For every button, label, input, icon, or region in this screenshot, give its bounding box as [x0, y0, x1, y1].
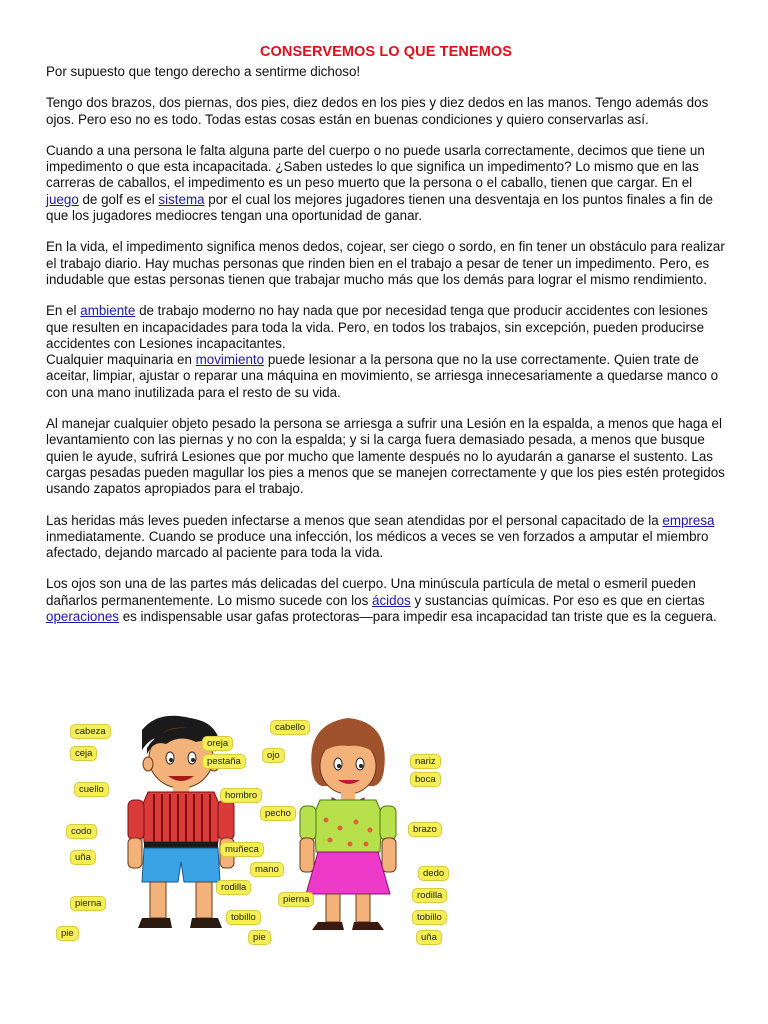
label-una-right: uña — [416, 930, 442, 945]
label-cuello: cuello — [74, 782, 109, 797]
label-pie-left: pie — [56, 926, 79, 941]
paragraph-4: En la vida, el impedimento significa menos dedos, cojear, ser ciego o sordo, en fin tener un obstáculo para realizar el trabajo diario. Hay muchas personas que rinden bien en el trabajo a pesar de tener un impedimento. Pero, es indudable que estas personas tienen que trabajar mucho más que los demás para lograr el mismo rendimiento. — [46, 239, 725, 287]
label-tobillo-left: tobillo — [226, 910, 261, 925]
label-mano: mano — [250, 862, 284, 877]
label-oreja: oreja — [202, 736, 233, 751]
paragraph-5: En el ambiente de trabajo moderno no hay nada que por necesidad tenga que producir accidentes con lesiones que resulten en incapacidades para toda la vida. Pero, en todos los trabajos, sin excepción, pueden producirse accidentes con Lesiones incapacitantes. — [46, 303, 708, 351]
label-pestana: pestaña — [202, 754, 246, 769]
link-acidos[interactable]: ácidos — [372, 592, 411, 608]
label-cabeza: cabeza — [70, 724, 111, 739]
link-juego[interactable]: juego — [46, 191, 79, 207]
link-operaciones[interactable]: operaciones — [46, 609, 119, 625]
paragraph-3: Cuando a una persona le falta alguna parte del cuerpo o no puede usarla correctamente, decimos que tiene un impedimento o que esta incapacitada. ¿Saben ustedes lo que significa un impedimento? Lo mismo que en las carreras de caballos, el impedimento es un peso muerto que la persona o el caballo, tienen que cargar. En el juego de golf es el sistema por el cual los mejores jugadores tienen una desventaja en los puntos finales a fin de que los jugadores mediocres tengan una oportunidad de ganar. — [46, 142, 713, 224]
paragraph-1: Por supuesto que tengo derecho a sentirme dichoso! — [46, 64, 361, 79]
link-empresa[interactable]: empresa — [662, 512, 715, 528]
paragraph-9: Los ojos son una de las partes más delicadas del cuerpo. Una minúscula partícula de metal o esmeril pueden dañarlos permanentemente. Lo mismo sucede con los ácidos y sustancias químicas. Por eso es que en ciertas operaciones es indispensable usar gafas protectoras—para impedir esa incapacidad tan triste que es la ceguera. — [46, 576, 717, 625]
link-sistema[interactable]: sistema — [158, 191, 205, 207]
label-boca: boca — [410, 772, 441, 787]
paragraph-7: Al manejar cualquier objeto pesado la persona se arriesga a sufrir una Lesión en la espalda, a menos que haga el levantamiento con las piernas y no con la espalda; y si la carga fuera demasiado pesada, a menos que busque quien le ayude, sufrirá Lesiones que por mucho que lamente después no lo ayudarán a ganarse el sustento. Las cargas pesadas pueden magullar los pies a menos que se manejen correctamente y que los pies estén protegidos usando zapatos apropiados para el trabajo. — [46, 416, 725, 497]
page-title: CONSERVEMOS LO QUE TENEMOS — [259, 44, 513, 60]
label-rodilla-right: rodilla — [412, 888, 447, 903]
label-nariz: nariz — [410, 754, 441, 769]
paragraph-6: Cualquier maquinaria en movimiento puede lesionar a la persona que no la use correctamente. Quien trate de aceitar, limpiar, ajustar o reparar una máquina en movimiento, se arriesga innecesariamente a quedarse manco o con una mano inutilizada para el resto de su vida. — [46, 352, 719, 400]
label-rodilla-left: rodilla — [216, 880, 251, 895]
label-codo: codo — [66, 824, 97, 839]
label-tobillo-right: tobillo — [412, 910, 447, 925]
document-page — [46, 44, 726, 640]
label-brazo: brazo — [408, 822, 442, 837]
body-parts-illustration — [50, 710, 460, 950]
label-pie-mid: pie — [248, 930, 271, 945]
paragraph-8: Las heridas más leves pueden infectarse a menos que sean atendidas por el personal capacitado de la empresa inmediatamente. Cuando se produce una infección, los médicos a veces se ven forzados a amputar el miembro afectado, dejando marcado al paciente para toda la vida. — [46, 512, 715, 561]
link-movimiento[interactable]: movimiento — [195, 352, 265, 368]
label-pierna-right: pierna — [278, 892, 314, 907]
label-pierna-left: pierna — [70, 896, 106, 911]
girl-figure — [300, 718, 396, 930]
paragraph-2: Tengo dos brazos, dos piernas, dos pies, diez dedos en los pies y diez dedos en las manos. Tengo además dos ojos. Pero eso no es todo. Todas estas cosas están en buenas condiciones y quiero conservarlas así. — [46, 95, 709, 127]
label-muneca: muñeca — [220, 842, 264, 857]
label-pecho: pecho — [260, 806, 296, 821]
label-ojo: ojo — [262, 748, 285, 763]
label-una-left: uña — [70, 850, 96, 865]
label-dedo: dedo — [418, 866, 449, 881]
link-ambiente[interactable]: ambiente — [80, 303, 136, 319]
label-cabello: cabello — [270, 720, 310, 735]
label-hombro: hombro — [220, 788, 262, 803]
label-ceja: ceja — [70, 746, 97, 761]
